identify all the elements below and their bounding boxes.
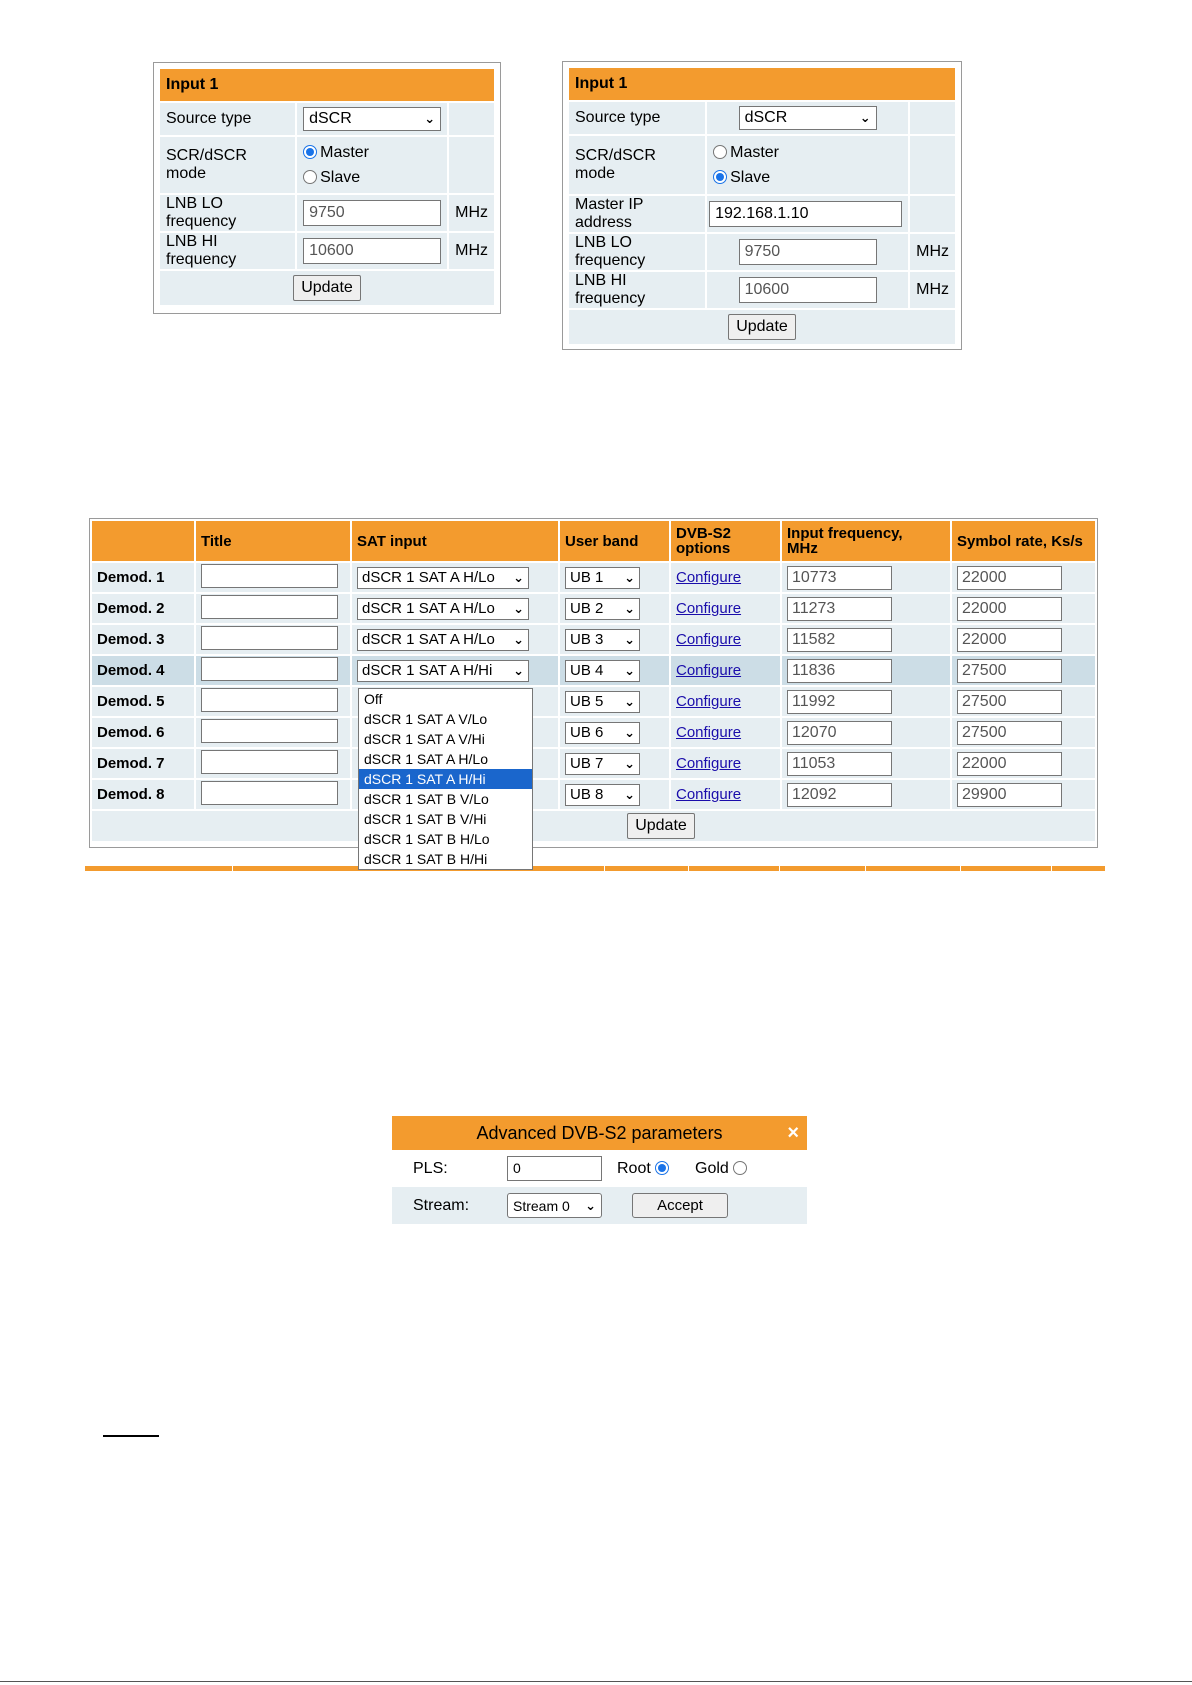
slave-radio-option[interactable] (303, 165, 441, 190)
dropdown-option[interactable]: dSCR 1 SAT B H/Hi (364, 851, 488, 867)
unit-label: MHz (449, 233, 494, 269)
update-button[interactable]: Update (728, 314, 796, 340)
unit-label: MHz (910, 234, 955, 270)
sat-input-select[interactable] (357, 629, 529, 651)
table-row (92, 625, 1095, 654)
title-input[interactable] (201, 781, 338, 805)
input-frequency-field[interactable]: 12092 (787, 783, 892, 807)
configure-link[interactable]: Configure (676, 569, 742, 586)
pls-label: PLS: (413, 1159, 448, 1177)
demod-label: Demod. 5 (92, 687, 194, 716)
dvb-header-line1: DVB-S2 (676, 525, 732, 542)
title-input[interactable] (201, 626, 338, 650)
col-input-frequency (782, 521, 950, 561)
input-frequency-field[interactable]: 10773 (787, 566, 892, 590)
master-radio-option[interactable] (713, 140, 902, 165)
sat-input-value: dSCR 1 SAT A H/Lo (362, 631, 495, 648)
title-input[interactable] (201, 688, 338, 712)
chevron-down-icon: ⌄ (624, 662, 635, 678)
title-input[interactable] (201, 750, 338, 774)
table-row (92, 563, 1095, 592)
dropdown-option[interactable]: dSCR 1 SAT B V/Hi (364, 811, 487, 827)
dialog-titlebar (392, 1116, 807, 1150)
chevron-down-icon: ⌄ (513, 569, 524, 585)
configure-link[interactable]: Configure (676, 662, 742, 679)
symbol-rate-field[interactable]: 22000 (957, 597, 1062, 621)
sat-input-select[interactable] (357, 598, 529, 620)
sat-input-cell (352, 563, 558, 592)
input-frequency-field[interactable]: 11836 (787, 659, 892, 683)
table-row (92, 656, 1095, 685)
user-band-value: UB 3 (570, 631, 604, 648)
dialog-title: Advanced DVB-S2 parameters (476, 1123, 723, 1143)
update-button[interactable]: Update (293, 275, 361, 301)
lnb-lo-input[interactable]: 9750 (739, 239, 877, 265)
page-bottom-line (0, 1681, 1192, 1682)
chevron-down-icon: ⌄ (513, 600, 524, 616)
lnb-hi-label: LNB HI frequency (569, 272, 705, 308)
table-row (92, 780, 1095, 809)
mode-label: SCR/dSCR mode (160, 137, 295, 193)
source-type-value: dSCR (744, 109, 788, 126)
radio-selected-icon[interactable] (655, 1161, 669, 1175)
user-band-select[interactable] (565, 753, 640, 775)
stream-label: Stream: (413, 1196, 470, 1214)
sat-input-value: dSCR 1 SAT A H/Lo (362, 569, 495, 586)
sat-input-select[interactable] (357, 567, 529, 589)
lnb-lo-label: LNB LO frequency (569, 234, 705, 270)
configure-link[interactable]: Configure (676, 755, 742, 772)
dropdown-option[interactable]: dSCR 1 SAT A H/Hi (359, 769, 532, 789)
gold-label: Gold (695, 1159, 729, 1177)
demod-label: Demod. 3 (92, 625, 194, 654)
advanced-dvbs2-dialog (392, 1116, 807, 1226)
chevron-down-icon: ⌄ (624, 600, 635, 616)
table-row (92, 718, 1095, 747)
demod-label: Demod. 2 (92, 594, 194, 623)
symbol-rate-field[interactable]: 27500 (957, 721, 1062, 745)
lnb-lo-label: LNB LO frequency (160, 195, 295, 231)
user-band-value: UB 5 (570, 693, 604, 710)
dvb-header-line2: options (676, 540, 731, 557)
accept-button[interactable]: Accept (632, 1193, 728, 1218)
master-ip-label: Master IP address (569, 196, 705, 232)
user-band-value: UB 1 (570, 569, 604, 586)
configure-link[interactable]: Configure (676, 600, 742, 617)
chevron-down-icon: ⌄ (624, 786, 635, 802)
stream-value: Stream 0 (513, 1197, 570, 1214)
symbol-rate-field[interactable]: 27500 (957, 659, 1062, 683)
title-input[interactable] (201, 657, 338, 681)
root-option[interactable] (617, 1160, 672, 1178)
lnb-lo-input[interactable]: 9750 (303, 200, 441, 226)
user-band-select[interactable] (565, 660, 640, 682)
dropdown-option[interactable]: dSCR 1 SAT B V/Lo (364, 791, 489, 807)
input-frequency-field[interactable]: 11273 (787, 597, 892, 621)
configure-link[interactable]: Configure (676, 693, 742, 710)
input-frequency-field[interactable]: 11582 (787, 628, 892, 652)
source-type-value: dSCR (309, 110, 352, 127)
update-button[interactable]: Update (627, 813, 695, 839)
unit-label: MHz (910, 272, 955, 308)
dropdown-option[interactable]: Off (364, 691, 383, 707)
title-input[interactable] (201, 595, 338, 619)
radio-selected-icon[interactable] (713, 170, 727, 184)
sat-input-cell (352, 594, 558, 623)
symbol-rate-field[interactable]: 22000 (957, 566, 1062, 590)
gold-option[interactable] (695, 1160, 750, 1178)
user-band-select[interactable] (565, 691, 640, 713)
table-row (92, 687, 1095, 716)
user-band-select[interactable] (565, 784, 640, 806)
demod-label: Demod. 8 (92, 780, 194, 809)
input-frequency-field[interactable]: 11992 (787, 690, 892, 714)
sat-input-dropdown-list[interactable] (358, 688, 533, 870)
user-band-value: UB 4 (570, 662, 604, 679)
panel-header: Input 1 (569, 68, 955, 100)
chevron-down-icon: ⌄ (624, 631, 635, 647)
slave-label: Slave (320, 169, 361, 186)
master-ip-input[interactable]: 192.168.1.10 (709, 201, 902, 227)
freq-header-line2: MHz (787, 540, 818, 557)
sat-input-value: dSCR 1 SAT A H/Hi (362, 662, 493, 679)
user-band-select[interactable] (565, 629, 640, 651)
user-band-value: UB 7 (570, 755, 604, 772)
master-radio-option[interactable] (303, 140, 441, 165)
user-band-select[interactable] (565, 567, 640, 589)
panel-header: Input 1 (160, 69, 494, 101)
input1-panel-master (153, 62, 501, 314)
demodulator-table-panel (89, 518, 1098, 848)
symbol-rate-field[interactable]: 27500 (957, 690, 1062, 714)
sat-input-cell (352, 625, 558, 654)
col-symbol-rate: Symbol rate, Ks/s (952, 521, 1095, 561)
source-type-select[interactable] (303, 107, 441, 131)
user-band-select[interactable] (565, 722, 640, 744)
title-input[interactable] (201, 719, 338, 743)
dropdown-option[interactable]: dSCR 1 SAT A V/Hi (364, 731, 485, 747)
input1-panel-slave (562, 61, 962, 350)
dropdown-option[interactable]: dSCR 1 SAT B H/Lo (364, 831, 490, 847)
title-input[interactable] (201, 564, 338, 588)
chevron-down-icon: ⌄ (624, 569, 635, 585)
dropdown-option[interactable]: dSCR 1 SAT A V/Lo (364, 711, 488, 727)
radio-icon[interactable] (713, 145, 727, 159)
source-type-select[interactable] (739, 106, 877, 130)
configure-link[interactable]: Configure (676, 724, 742, 741)
demod-label: Demod. 6 (92, 718, 194, 747)
slave-label: Slave (730, 169, 771, 186)
mode-label: SCR/dSCR mode (569, 136, 705, 194)
demod-label: Demod. 7 (92, 749, 194, 778)
chevron-down-icon: ⌄ (513, 631, 524, 647)
demod-label: Demod. 4 (92, 656, 194, 685)
configure-link[interactable]: Configure (676, 631, 742, 648)
lnb-hi-input[interactable]: 10600 (303, 238, 441, 264)
col-dvb-options (671, 521, 780, 561)
radio-icon[interactable] (303, 170, 317, 184)
freq-header-line1: Input frequency, (787, 525, 903, 542)
user-band-value: UB 8 (570, 786, 604, 803)
dropdown-option[interactable]: dSCR 1 SAT A H/Lo (364, 751, 488, 767)
sat-input-select[interactable] (357, 660, 529, 682)
user-band-value: UB 6 (570, 724, 604, 741)
chevron-down-icon: ⌄ (424, 111, 436, 126)
master-label: Master (730, 144, 780, 161)
chevron-down-icon: ⌄ (513, 662, 524, 678)
col-sat-input: SAT input (352, 521, 558, 561)
symbol-rate-field[interactable]: 22000 (957, 628, 1062, 652)
source-type-label: Source type (160, 103, 295, 135)
input-frequency-field[interactable]: 11053 (787, 752, 892, 776)
unit-label: MHz (449, 195, 494, 231)
chevron-down-icon: ⌄ (859, 110, 871, 125)
sat-input-value: dSCR 1 SAT A H/Lo (362, 600, 495, 617)
slave-radio-option[interactable] (713, 165, 902, 190)
user-band-value: UB 2 (570, 600, 604, 617)
symbol-rate-field[interactable]: 22000 (957, 752, 1062, 776)
underline-mark (103, 1435, 159, 1437)
chevron-down-icon: ⌄ (624, 724, 635, 740)
source-type-label: Source type (569, 102, 705, 134)
user-band-select[interactable] (565, 598, 640, 620)
lnb-hi-input[interactable]: 10600 (739, 277, 877, 303)
chevron-down-icon: ⌄ (624, 755, 635, 771)
chevron-down-icon: ⌄ (624, 693, 635, 709)
chevron-down-icon: ⌄ (585, 1197, 596, 1213)
master-label: Master (320, 144, 370, 161)
radio-icon[interactable] (733, 1161, 747, 1175)
table-row (92, 749, 1095, 778)
symbol-rate-field[interactable]: 29900 (957, 783, 1062, 807)
input-frequency-field[interactable]: 12070 (787, 721, 892, 745)
close-icon[interactable]: × (787, 1122, 799, 1144)
root-label: Root (617, 1159, 651, 1177)
configure-link[interactable]: Configure (676, 786, 742, 803)
pls-input[interactable]: 0 (507, 1156, 602, 1181)
stream-select[interactable] (507, 1193, 602, 1218)
col-title: Title (196, 521, 350, 561)
demod-label: Demod. 1 (92, 563, 194, 592)
radio-selected-icon[interactable] (303, 145, 317, 159)
col-user-band: User band (560, 521, 669, 561)
table-bottom-border (85, 866, 1105, 871)
table-row (92, 594, 1095, 623)
sat-input-cell (352, 656, 558, 685)
lnb-hi-label: LNB HI frequency (160, 233, 295, 269)
